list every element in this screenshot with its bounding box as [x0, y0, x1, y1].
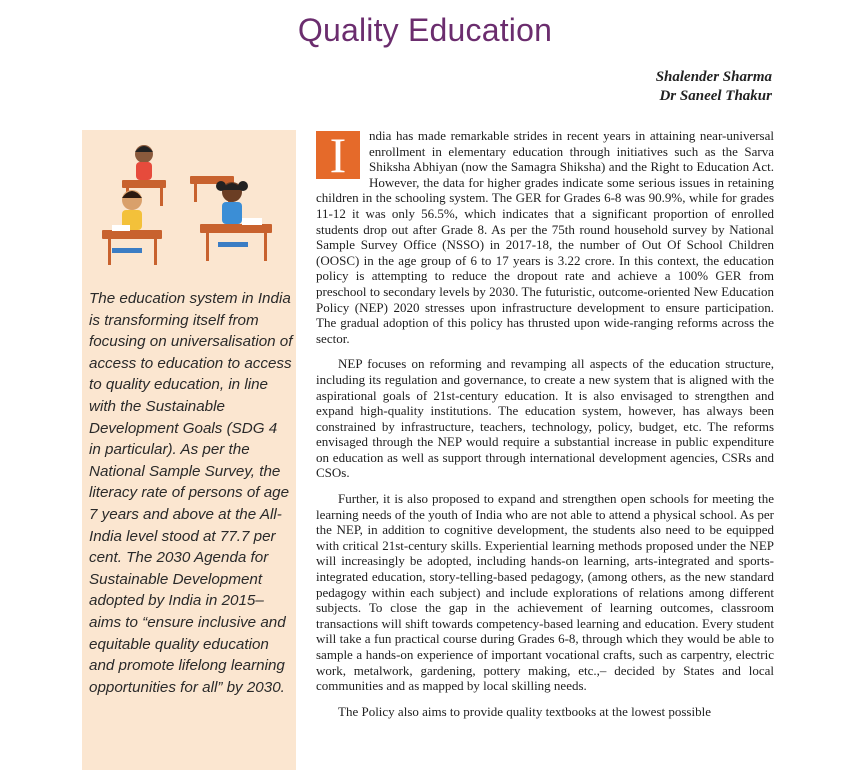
author-name: Dr Saneel Thakur — [659, 88, 772, 104]
page-title: Quality Education — [297, 12, 553, 48]
article-body — [316, 128, 774, 729]
paragraph-text: ndia has made remarkable strides in recent years in attaining near-universal enrollment in elementary education through initiatives such as the Sarva Shiksha Abhiyan (now the Samagra Shiksha) and the Right to Education Act. However, the data for higher grades indicate some serious issues in retaining children in the schooling system. The GER for Grades 6-8 was 90.9%, while for grades 11-12 it was only 56.5%, which indicates that a significant proportion of enrolled students drop out after Grade 8. As per the 75th round household survey by National Sample Survey Office (NSSO) in 2017-18, the number of Out Of School Children (OOSC) in the age group of 6 to 17 years is 3.22 crore. In this context, the education policy is attempting to reduce the dropout rate and achieve a 100% GER from preschool to secondary levels by 2030. The futuristic, outcome-oriented New Education Policy (NEP) 2020 stresses upon infrastructure development to ensure participation. The gradual adoption of this policy has thrusted upon wide-ranging reforms across the sector. — [316, 128, 774, 346]
student-figure — [216, 181, 262, 225]
student-figure — [112, 190, 142, 231]
author-list — [656, 68, 772, 106]
paragraph: NEP focuses on reforming and revamping all aspects of the education structure, including its regulation and governance, to create a new system that is aligned with the aspirational goals of 21st-century education. It is also envisaged to strengthen and expand high-quality institutions. The education system, however, has always been constrained by infrastructure, teachers, technology, policy, budget, etc. The reforms envisaged through the NEP would require a substantial increase in public expenditure on education as well as support through international development agencies, CSRs and CSOs. — [316, 356, 774, 481]
sidebar-quote: The education system in India is transforming itself from focusing on universalisation of access to education to access to quality education, in line with the Sustainable Development Goals (SDG 4 in particular). As per the National Sample Survey, the literacy rate of persons of age 7 years and above at the All-India level stood at 77.7 per cent. The 2030 Agenda for Sustainable Development adopted by India in 2015– aims to “ensure inclusive and equitable quality education and promote lifelong learning opportunities for all” by 2030. — [89, 290, 293, 696]
student-figure — [135, 145, 153, 180]
classroom-illustration — [82, 130, 296, 280]
dropcap: I — [316, 131, 360, 179]
sidebar-box — [82, 130, 296, 770]
author-name: Shalender Sharma — [655, 69, 772, 85]
paragraph: The Policy also aims to provide quality textbooks at the lowest possible — [338, 703, 711, 719]
paragraph — [316, 128, 774, 346]
paragraph: Further, it is also proposed to expand and strengthen open schools for meeting the learning needs of the youth of India who are not able to attend a physical school. As per the NEP, in addition to cognitive development, the students also need to be equipped with critical 21st-century skills. Experiential learning methods proposed under the NEP will increasingly be adopted, including hands-on learning, arts-integrated and sports-integrated education, story-telling-based pedagogy, (among others, as the new standard pedagogy within each subject) and include explorations of relations among different subjects. To close the gap in the achievement of learning outcomes, classroom transactions will shift towards competency-based learning and education. Every student will take a fun practical course during Grades 6-8, through which they would be able to sample a hands-on experience of important vocational crafts, such as carpentry, electric work, metalwork, gardening, pottery making, etc.,– decided by States and local communities and as mapped by local skilling needs. — [316, 491, 774, 694]
